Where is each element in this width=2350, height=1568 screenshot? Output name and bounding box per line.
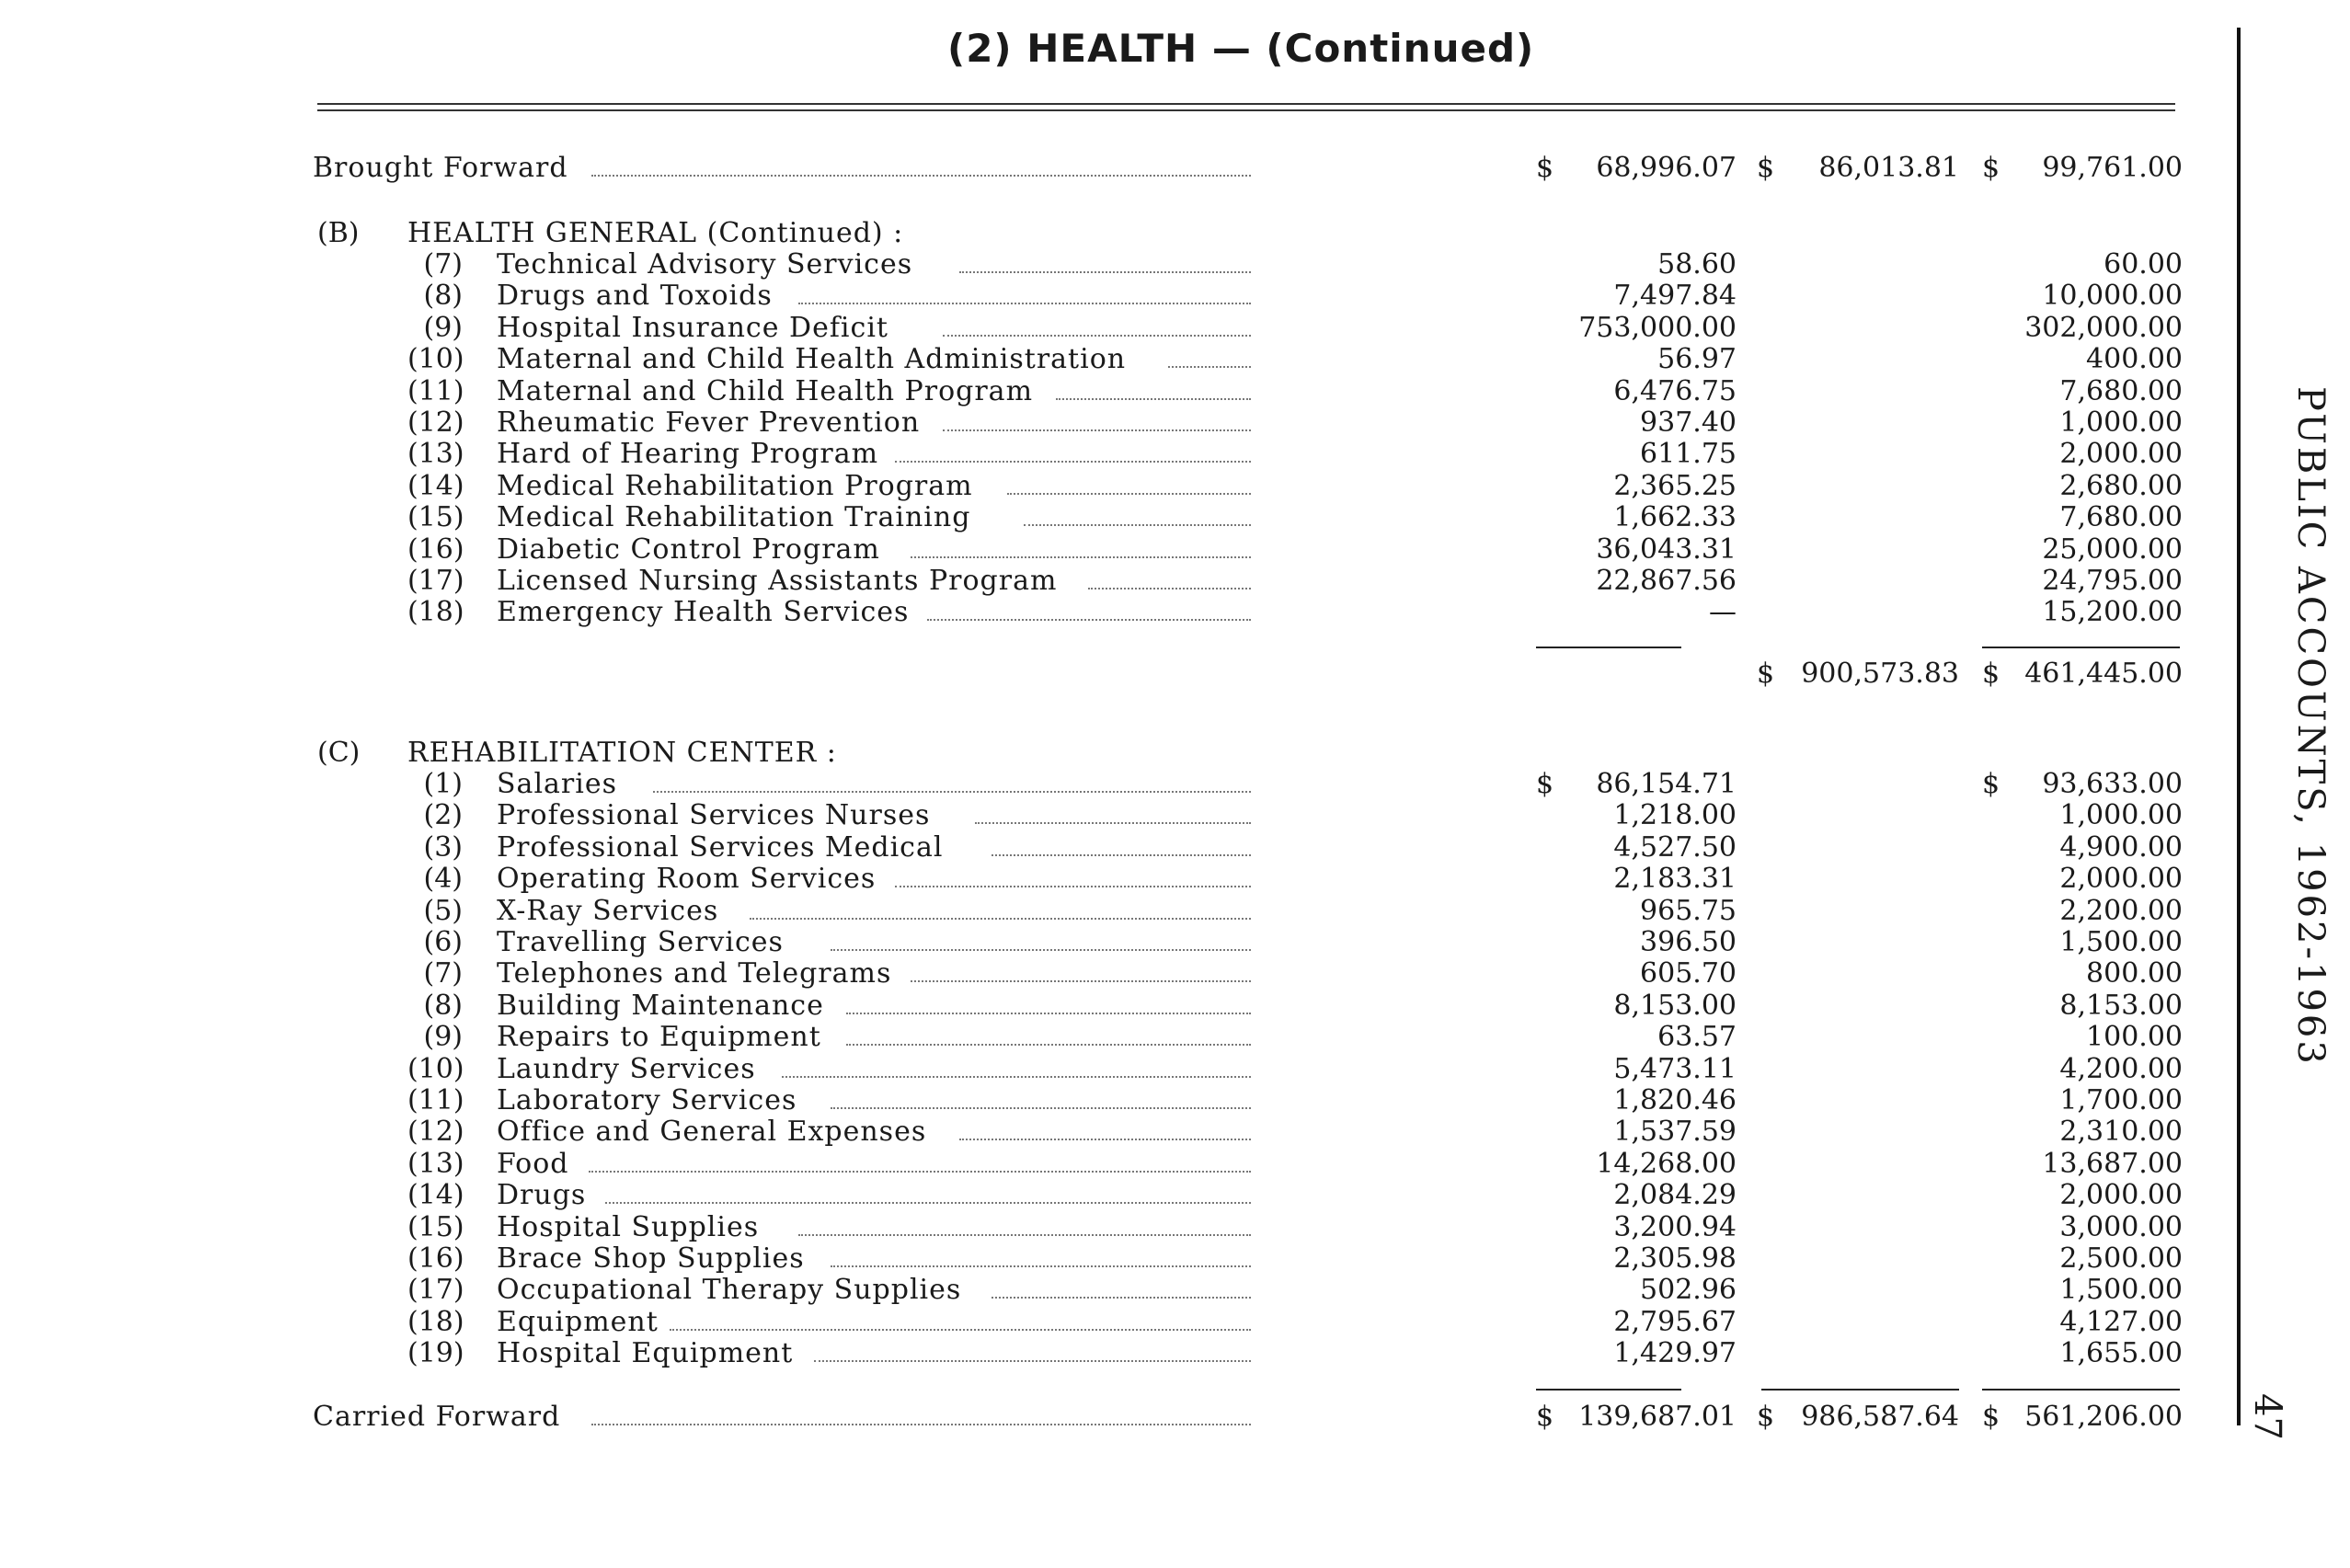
item-description: Medical Rehabilitation Program (497, 469, 973, 502)
dot-leader (846, 1013, 1251, 1014)
item-number: (9) (423, 311, 463, 344)
amount-col3: 13,687.00 (2042, 1147, 2183, 1180)
amount-col3: 302,000.00 (2024, 311, 2183, 344)
dot-leader (943, 335, 1251, 337)
list-item (0, 1212, 2226, 1243)
item-number: (13) (407, 438, 464, 471)
dot-leader (591, 1424, 1252, 1425)
amount-col1: 22,867.56 (1596, 565, 1737, 597)
list-item (0, 1180, 2226, 1211)
item-number: (8) (423, 280, 463, 313)
item-number: (12) (407, 1116, 464, 1149)
dollar-sign: $ (1757, 658, 1775, 690)
item-number: (2) (423, 799, 463, 832)
amount-col3: 25,000.00 (2042, 532, 2183, 566)
page-title: (2) HEALTH — (Continued) (947, 26, 1535, 71)
amount-col3: 1,500.00 (2059, 1274, 2183, 1307)
list-item (0, 1275, 2226, 1306)
carried-forward-label: Carried Forward (313, 1401, 561, 1433)
list-item (0, 376, 2226, 407)
amount-col3: 60.00 (2104, 248, 2183, 280)
amount-col3: 1,000.00 (2059, 799, 2183, 832)
amount-col1: 36,043.31 (1596, 532, 1737, 566)
header-rule-double (317, 109, 2175, 111)
dot-leader (959, 1139, 1252, 1140)
amount-col1: 58.60 (1657, 248, 1737, 280)
amount-col3: 2,500.00 (2059, 1242, 2183, 1275)
dot-leader (911, 980, 1251, 982)
amount-col3: 461,445.00 (2024, 658, 2183, 690)
item-description: Drugs (497, 1179, 587, 1212)
item-number: (17) (407, 565, 464, 597)
dot-leader (975, 822, 1251, 824)
list-item (0, 1085, 2226, 1116)
item-description: Repairs to Equipment (497, 1021, 821, 1054)
section-b-total-row (0, 658, 2226, 690)
item-description: Building Maintenance (497, 989, 824, 1022)
amount-col1: 2,365.25 (1613, 469, 1737, 502)
dot-leader (895, 461, 1252, 463)
amount-col3: 4,127.00 (2059, 1305, 2183, 1338)
item-number: (13) (407, 1147, 464, 1180)
item-number: (10) (407, 1052, 464, 1085)
dollar-sign: $ (1982, 152, 2000, 184)
amount-col2: 900,573.83 (1801, 658, 1959, 690)
dot-leader (782, 1076, 1251, 1078)
amount-col1: 2,084.29 (1613, 1179, 1737, 1212)
brought-forward-row (0, 153, 2226, 184)
list-item (0, 502, 2226, 533)
dot-leader (798, 303, 1252, 304)
item-number: (3) (423, 830, 463, 864)
item-description: Occupational Therapy Supplies (497, 1274, 962, 1307)
item-description: Technical Advisory Services (497, 248, 913, 280)
section-title: REHABILITATION CENTER : (407, 737, 837, 769)
amount-col1: 8,153.00 (1613, 989, 1737, 1022)
amount-col3: 800.00 (2086, 957, 2183, 990)
amount-col1: 502.96 (1640, 1274, 1737, 1307)
amount-col1: 7,497.84 (1613, 280, 1737, 313)
item-description: Hard of Hearing Program (497, 438, 879, 471)
list-item (0, 344, 2226, 375)
amount-col2: 986,587.64 (1801, 1401, 1959, 1433)
amount-col3: 2,000.00 (2059, 438, 2183, 471)
dot-leader (846, 1044, 1251, 1046)
item-number: (18) (407, 596, 464, 629)
item-description: Laundry Services (497, 1052, 756, 1085)
item-number: (18) (407, 1305, 464, 1338)
amount-col3: 24,795.00 (2042, 565, 2183, 597)
amount-col3: 4,200.00 (2059, 1052, 2183, 1085)
item-description: Office and General Expenses (497, 1116, 927, 1149)
amount-col3: 100.00 (2086, 1021, 2183, 1054)
amount-col3: 93,633.00 (2042, 768, 2183, 800)
list-item (0, 990, 2226, 1022)
amount-col2: 86,013.81 (1818, 152, 1959, 184)
side-title: PUBLIC ACCOUNTS, 1962-1963 (2289, 386, 2332, 1067)
list-item (0, 958, 2226, 990)
item-description: Drugs and Toxoids (497, 280, 773, 313)
item-description: Medical Rehabilitation Training (497, 501, 971, 534)
dot-leader (959, 271, 1252, 273)
amount-col3: 2,200.00 (2059, 894, 2183, 927)
section-code: (B) (317, 217, 360, 249)
amount-col1: 965.75 (1640, 894, 1737, 927)
dot-leader (1024, 524, 1252, 526)
dot-leader (653, 791, 1251, 793)
list-item (0, 896, 2226, 927)
amount-col3: 15,200.00 (2042, 596, 2183, 629)
item-number: (6) (423, 926, 463, 958)
amount-col3: 1,000.00 (2059, 406, 2183, 439)
list-item (0, 927, 2226, 958)
item-description: Rheumatic Fever Prevention (497, 406, 921, 439)
amount-col3: 561,206.00 (2024, 1401, 2183, 1433)
dot-leader (589, 1171, 1251, 1173)
list-item (0, 832, 2226, 864)
amount-col1: 5,473.11 (1613, 1052, 1737, 1085)
item-number: (11) (407, 374, 464, 407)
list-item (0, 313, 2226, 344)
item-description: Maternal and Child Health Program (497, 374, 1034, 407)
amount-col3: 8,153.00 (2059, 989, 2183, 1022)
item-description: Food (497, 1147, 569, 1180)
amount-col1: 1,662.33 (1613, 501, 1737, 534)
dot-leader (605, 1202, 1252, 1204)
amount-col1: 139,687.01 (1578, 1401, 1737, 1433)
list-item (0, 864, 2226, 895)
item-number: (15) (407, 1210, 464, 1243)
amount-col3: 2,680.00 (2059, 469, 2183, 502)
dot-leader (992, 1297, 1252, 1299)
section-b-heading (0, 218, 2226, 249)
dollar-sign: $ (1536, 768, 1554, 800)
item-description: Hospital Equipment (497, 1337, 794, 1370)
dollar-sign: $ (1757, 152, 1775, 184)
dot-leader (814, 1360, 1251, 1362)
amount-col1: 68,996.07 (1596, 152, 1737, 184)
amount-col1: 56.97 (1657, 343, 1737, 376)
list-item (0, 800, 2226, 831)
dot-leader (750, 918, 1251, 920)
list-item (0, 534, 2226, 566)
list-item (0, 769, 2226, 800)
sum-rule (1982, 1389, 2180, 1391)
item-number: (19) (407, 1337, 464, 1370)
amount-col3: 2,000.00 (2059, 1179, 2183, 1212)
sum-rule (1761, 1389, 1959, 1391)
item-description: Licensed Nursing Assistants Program (497, 565, 1058, 597)
amount-col3: 1,500.00 (2059, 926, 2183, 958)
amount-col1: 396.50 (1640, 926, 1737, 958)
amount-col3: 4,900.00 (2059, 830, 2183, 864)
amount-col1: 2,305.98 (1613, 1242, 1737, 1275)
amount-col1: 1,218.00 (1613, 799, 1737, 832)
amount-col1: 63.57 (1657, 1021, 1737, 1054)
list-item (0, 566, 2226, 597)
list-item (0, 280, 2226, 312)
item-description: Professional Services Nurses (497, 799, 931, 832)
item-description: X-Ray Services (497, 894, 719, 927)
item-number: (7) (423, 957, 463, 990)
amount-col1: 4,527.50 (1613, 830, 1737, 864)
item-number: (11) (407, 1084, 464, 1116)
item-number: (16) (407, 532, 464, 566)
list-item (0, 1116, 2226, 1148)
item-description: Laboratory Services (497, 1084, 797, 1116)
sum-rule (1982, 647, 2180, 648)
item-number: (16) (407, 1242, 464, 1275)
dot-leader (895, 886, 1252, 887)
carried-forward-row (0, 1402, 2226, 1433)
list-item (0, 1149, 2226, 1180)
amount-col1: 605.70 (1640, 957, 1737, 990)
list-item (0, 1022, 2226, 1053)
item-description: Diabetic Control Program (497, 532, 880, 566)
dollar-sign: $ (1536, 152, 1554, 184)
item-number: (14) (407, 469, 464, 502)
item-number: (8) (423, 989, 463, 1022)
amount-col3: 7,680.00 (2059, 501, 2183, 534)
dot-leader (1088, 588, 1252, 589)
amount-col3: 3,000.00 (2059, 1210, 2183, 1243)
amount-col3: 7,680.00 (2059, 374, 2183, 407)
sum-rule (1536, 647, 1681, 648)
amount-col1: 6,476.75 (1613, 374, 1737, 407)
item-number: (12) (407, 406, 464, 439)
item-number: (15) (407, 501, 464, 534)
item-description: Professional Services Medical (497, 830, 944, 864)
amount-col1: 2,183.31 (1613, 863, 1737, 896)
dollar-sign: $ (1982, 768, 2000, 800)
list-item (0, 439, 2226, 470)
dot-leader (943, 429, 1251, 431)
item-number: (4) (423, 863, 463, 896)
list-item (0, 597, 2226, 628)
item-description: Maternal and Child Health Administration (497, 343, 1127, 376)
dot-leader (1007, 493, 1251, 495)
dot-leader (670, 1329, 1252, 1331)
item-number: (5) (423, 894, 463, 927)
amount-col3: 2,310.00 (2059, 1116, 2183, 1149)
item-number: (10) (407, 343, 464, 376)
dot-leader (798, 1234, 1252, 1236)
amount-col1: 1,537.59 (1613, 1116, 1737, 1149)
item-description: Hospital Insurance Deficit (497, 311, 888, 344)
amount-col3: 10,000.00 (2042, 280, 2183, 313)
item-description: Equipment (497, 1305, 659, 1338)
item-number: (7) (423, 248, 463, 280)
item-description: Travelling Services (497, 926, 784, 958)
sum-rule (1536, 1389, 1681, 1391)
list-item (0, 1054, 2226, 1085)
amount-col3: 99,761.00 (2042, 152, 2183, 184)
item-description: Brace Shop Supplies (497, 1242, 805, 1275)
section-c-heading (0, 738, 2226, 769)
item-description: Hospital Supplies (497, 1210, 760, 1243)
section-code: (C) (317, 737, 361, 769)
brought-forward-label: Brought Forward (313, 152, 568, 184)
header-rule (317, 103, 2175, 105)
item-description: Salaries (497, 768, 618, 800)
page-number: 47 (2246, 1393, 2288, 1440)
list-item (0, 1243, 2226, 1275)
amount-col1: 611.75 (1640, 438, 1737, 471)
dot-leader (1056, 398, 1252, 400)
item-number: (9) (423, 1021, 463, 1054)
list-item (0, 471, 2226, 502)
dollar-sign: $ (1982, 658, 2000, 690)
amount-col1: 86,154.71 (1596, 768, 1737, 800)
list-item (0, 1307, 2226, 1338)
amount-col1: 1,820.46 (1613, 1084, 1737, 1116)
dot-leader (831, 949, 1252, 951)
dot-leader (831, 1265, 1252, 1267)
item-description: Operating Room Services (497, 863, 877, 896)
item-number: (1) (423, 768, 463, 800)
amount-col1: 3,200.94 (1613, 1210, 1737, 1243)
dot-leader (831, 1107, 1252, 1109)
list-item (0, 249, 2226, 280)
amount-col1: 1,429.97 (1613, 1337, 1737, 1370)
item-number: (17) (407, 1274, 464, 1307)
amount-col1: 14,268.00 (1596, 1147, 1737, 1180)
item-description: Telephones and Telegrams (497, 957, 892, 990)
item-description: Emergency Health Services (497, 596, 910, 629)
amount-col3: 1,700.00 (2059, 1084, 2183, 1116)
amount-col1: 753,000.00 (1578, 311, 1737, 344)
dot-leader (591, 175, 1252, 177)
amount-col3: 2,000.00 (2059, 863, 2183, 896)
list-item (0, 407, 2226, 439)
section-title: HEALTH GENERAL (Continued) : (407, 217, 904, 249)
dot-leader (927, 619, 1252, 621)
amount-col1: — (1709, 596, 1737, 629)
amount-col1: 937.40 (1640, 406, 1737, 439)
dollar-sign: $ (1536, 1401, 1554, 1433)
margin-vertical-line (2237, 28, 2241, 1425)
dot-leader (992, 854, 1252, 856)
dot-leader (1168, 366, 1251, 368)
dollar-sign: $ (1757, 1401, 1775, 1433)
dollar-sign: $ (1982, 1401, 2000, 1433)
amount-col3: 1,655.00 (2059, 1337, 2183, 1370)
list-item (0, 1338, 2226, 1369)
amount-col3: 400.00 (2086, 343, 2183, 376)
dot-leader (911, 556, 1251, 558)
item-number: (14) (407, 1179, 464, 1212)
amount-col1: 2,795.67 (1613, 1305, 1737, 1338)
